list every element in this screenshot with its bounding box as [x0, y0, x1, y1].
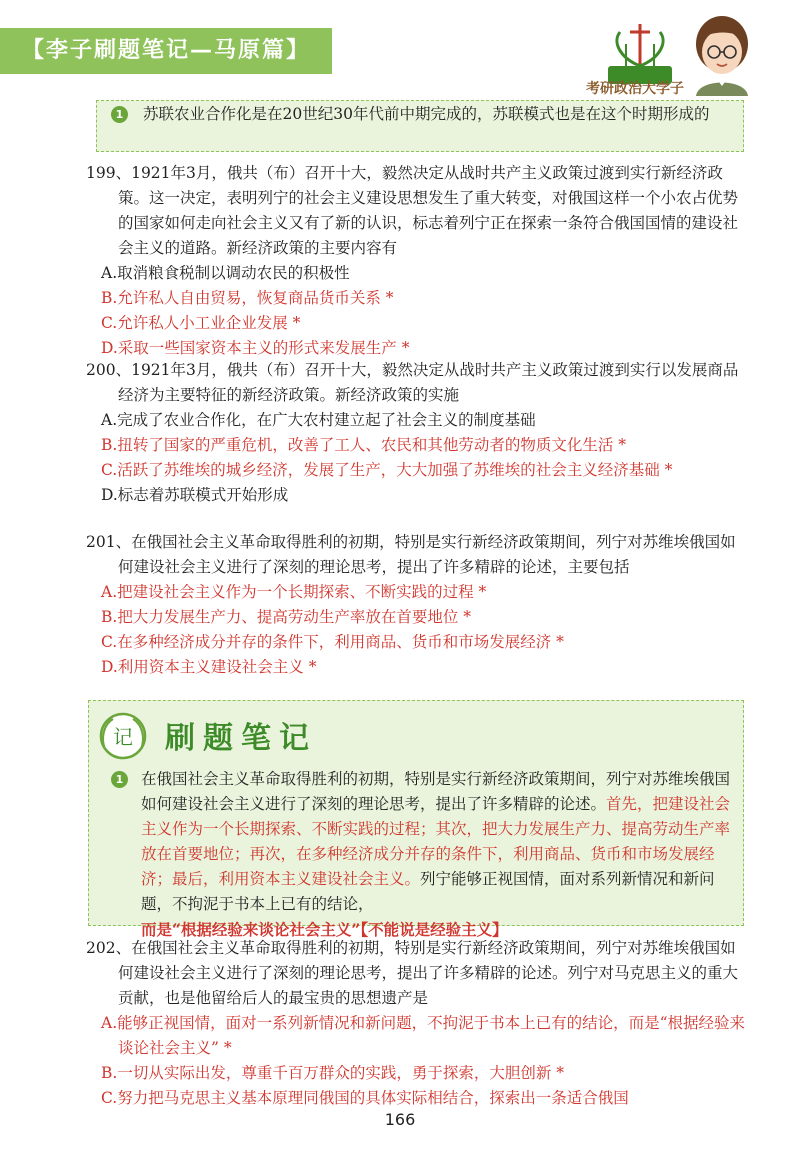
option-d: D.利用资本主义建设社会主义 * — [101, 658, 317, 676]
notes-header — [89, 701, 743, 767]
option-b: B.一切从实际出发，尊重千百万群众的实践，勇于探索，大胆创新 * — [101, 1064, 564, 1082]
note-badge-char: 记 — [113, 725, 133, 749]
option-c: C.努力把马克思主义基本原理同俄国的具体实际相结合，探索出一条适合俄国 — [101, 1089, 629, 1107]
header-banner — [0, 28, 332, 74]
option-c: C.活跃了苏维埃的城乡经济，发展了生产，大大加强了苏维埃的社会主义经济基础 * — [101, 461, 673, 479]
option-d: D.采取一些国家资本主义的形式来发展生产 * — [101, 339, 410, 357]
page-number: 166 — [384, 1110, 416, 1129]
header-title: 【李子刷题笔记—马原篇】 — [22, 38, 311, 63]
top-note-item — [97, 102, 743, 127]
question-stem: 202、在俄国社会主义革命取得胜利的初期，特别是实行新经济政策期间，列宁对苏维埃俄国如何建设社会主义进行了深刻的理论思考，提出了许多精辟的论述。列宁对马克思主义的重大贡献，也是他留给后人的最宝贵的思想遗产是 — [86, 939, 739, 1007]
notes-text-points: 首先，把建设社会主义作为一个长期探索、不断实践的过程；其次，把大力发展生产力、提高劳动生产率放在首要地位；再次，在多种经济成分并存的条件下，利用商品、货币和市场发展经济；最后，利用资本主义建设社会主义。 — [141, 795, 731, 888]
question-stem: 200、1921年3月，俄共（布）召开十大，毅然决定从战时共产主义政策过渡到实行以发展商品经济为主要特征的新经济政策。新经济政策的实施 — [86, 361, 739, 404]
question-202 — [86, 936, 746, 1111]
option-b: B.允许私人自由贸易，恢复商品货币关系 * — [101, 289, 394, 307]
option-a: A.把建设社会主义作为一个长期探索、不断实践的过程 * — [101, 583, 487, 601]
notes-body — [89, 767, 743, 943]
notes-item — [89, 767, 743, 943]
option-a: A.能够正视国情，面对一系列新情况和新问题，不拘泥于书本上已有的结论，而是“根据经验来谈论社会主义” * — [101, 1014, 746, 1057]
notes-text-conclusion: 列宁能够正视国情，面对系列新情况和新问题，不拘泥于书本上已有的结论， — [141, 870, 715, 913]
option-a: A.取消粮食税制以调动农民的积极性 — [101, 264, 350, 282]
option-c: C.允许私人小工业企业发展 * — [101, 314, 301, 332]
notes-text-intro: 在俄国社会主义革命取得胜利的初期，特别是实行新经济政策期间，列宁对苏维埃俄国如何建设社会主义进行了深刻的理论思考，提出了许多精辟的论述。 — [141, 770, 731, 813]
option-c: C.在多种经济成分并存的条件下，利用商品、货币和市场发展经济 * — [101, 633, 564, 651]
avatar-icon — [686, 10, 758, 96]
question-199 — [86, 161, 746, 361]
note-badge-icon — [95, 709, 151, 763]
question-200 — [86, 358, 746, 508]
notes-title: 刷题笔记 — [165, 721, 317, 756]
top-note-box — [96, 100, 744, 152]
top-note-text: 苏联农业合作化是在20世纪30年代前中期完成的，苏联模式也是在这个时期形成的 — [143, 105, 710, 123]
option-d: D.标志着苏联模式开始形成 — [101, 486, 289, 504]
note-bullet: 1 — [111, 771, 128, 788]
question-stem: 199、1921年3月，俄共（布）召开十大，毅然决定从战时共产主义政策过渡到实行新经济政策。这一决定，表明列宁的社会主义建设思想发生了重大转变，对俄国这样一个小农占优势的国家如何走向社会主义又有了新的认识，标志着列宁正在探索一条符合俄国国情的建设社会主义的道路。新经济政策的主要内容有 — [86, 164, 739, 257]
note-bullet: 1 — [111, 106, 128, 123]
brush-notes-box — [88, 700, 744, 939]
question-stem: 201、在俄国社会主义革命取得胜利的初期，特别是实行新经济政策期间，列宁对苏维埃俄国如何建设社会主义进行了深刻的理论思考，提出了许多精辟的论述，主要包括 — [86, 533, 736, 576]
option-b: B.扭转了国家的严重危机，改善了工人、农民和其他劳动者的物质文化生活 * — [101, 436, 626, 454]
option-a: A.完成了农业合作化，在广大农村建立起了社会主义的制度基础 — [101, 411, 536, 429]
question-201 — [86, 530, 746, 680]
notes-text-highlight: 而是“根据经验来谈论社会主义”【不能说是经验主义】 — [141, 920, 508, 939]
brand-text: 考研政治大学子 — [586, 81, 684, 97]
option-b: B.把大力发展生产力、提高劳动生产率放在首要地位 * — [101, 608, 471, 626]
